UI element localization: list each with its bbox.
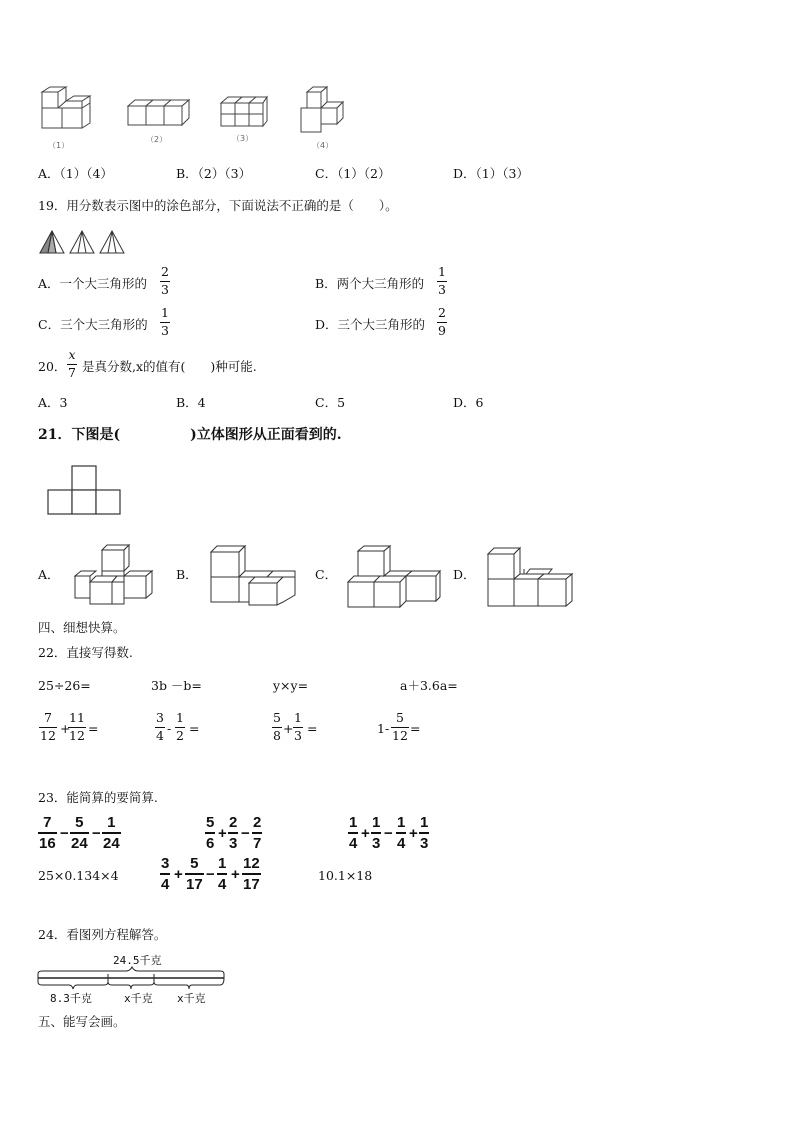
q24-stem: 24．看图列方程解答。: [38, 927, 167, 942]
q23-e3-op-3: +: [409, 825, 418, 842]
q23-e3-frac-3: $\frac{1}{4}$: [397, 814, 406, 852]
q23-e2-frac-2: $\frac{2}{3}$: [229, 814, 238, 852]
q22-row2-expr1-eq: =: [88, 721, 99, 736]
q23-e2-frac-1: $\frac{5}{6}$: [206, 814, 215, 852]
q23-e3-frac-2: $\frac{1}{3}$: [372, 814, 381, 852]
q24-part-2-label: x千克: [124, 992, 153, 1005]
q24-total-label: 24.5千克: [113, 954, 162, 967]
q22-row2-expr2-op: -: [167, 721, 172, 736]
q19-option-d[interactable]: D．三个大三角形的: [315, 317, 426, 332]
q22-row2-expr4-eq: =: [410, 721, 421, 736]
q22-row2-expr3-frac-b: $\frac{1}{3}$: [294, 710, 302, 743]
q20-prefix: 20．: [38, 359, 67, 374]
q23-e5-frac-3: $\frac{1}{4}$: [218, 855, 227, 893]
q21-option-c[interactable]: C．: [315, 567, 338, 582]
q18-option-a[interactable]: A．（1）（4）: [38, 166, 113, 181]
q23-e5-frac-1: $\frac{3}{4}$: [161, 855, 170, 893]
q22-stem: 22．直接写得数.: [38, 645, 133, 660]
q23-e3-frac-4: $\frac{1}{3}$: [420, 814, 429, 852]
q24-part-1-label: 8.3千克: [50, 992, 92, 1005]
q23-e1-frac-3: $\frac{1}{24}$: [103, 814, 120, 852]
q18-fig-label-3: （3）: [232, 134, 254, 143]
q19-option-c-fraction: $\frac{1}{3}$: [161, 305, 169, 338]
q23-e3-frac-1: $\frac{1}{4}$: [349, 814, 358, 852]
q22-item-4: a＋3.6a=: [400, 678, 458, 693]
q18-figure-2: [126, 98, 192, 130]
q18-figure-3: [219, 95, 269, 129]
q19-option-d-fraction: $\frac{2}{9}$: [438, 305, 446, 338]
q23-e5-op-2: −: [206, 866, 215, 883]
q23-e5-frac-2: $\frac{5}{17}$: [186, 855, 203, 893]
q23-e5-frac-4: $\frac{12}{17}$: [243, 855, 260, 893]
q19-option-c[interactable]: C．三个大三角形的: [38, 317, 148, 332]
q18-option-c[interactable]: C．（1）（2）: [315, 166, 391, 181]
q20-stem: 是真分数,x的值有( )种可能.: [82, 359, 257, 374]
q19-option-a[interactable]: A．一个大三角形的: [38, 276, 148, 291]
q24-part-3-label: x千克: [177, 992, 206, 1005]
q23-e2-op-2: −: [241, 825, 250, 842]
q24-segment-diagram: [36, 966, 228, 990]
q18-option-d[interactable]: D．（1）（3）: [453, 166, 529, 181]
q18-figure-1: [38, 86, 98, 136]
q22-row2-expr3-frac-a: $\frac{5}{8}$: [273, 710, 281, 743]
q21-option-b[interactable]: B．: [176, 567, 198, 582]
q21-front-view-figure: [47, 465, 123, 515]
q21-option-a-figure: [74, 544, 162, 606]
q23-e1-op-2: −: [92, 825, 101, 842]
q21-stem: 21．下图是( )立体图形从正面看到的.: [38, 427, 342, 443]
q23-e6: 10.1×18: [318, 868, 373, 883]
q22-item-1: 25÷26=: [38, 678, 91, 693]
q19-triangles-figure: [38, 230, 130, 254]
q22-row2-expr1-frac-a: $\frac{7}{12}$: [40, 710, 56, 743]
q23-e2-frac-3: $\frac{2}{7}$: [253, 814, 262, 852]
q23-e5-op-3: +: [231, 866, 240, 883]
q20-option-c[interactable]: C．5: [315, 395, 346, 410]
q23-e3-op-1: +: [361, 825, 370, 842]
q21-option-d[interactable]: D．: [453, 567, 476, 582]
q21-option-b-figure: [209, 545, 299, 607]
q19-option-a-fraction: $\frac{2}{3}$: [161, 264, 169, 297]
q22-item-2: 3b －b=: [151, 678, 202, 693]
q23-stem: 23．能简算的要简算.: [38, 790, 158, 805]
section-5-title: 五、能写会画。: [38, 1014, 126, 1029]
section-4-title: 四、细想快算。: [38, 620, 126, 635]
q22-item-3: y×y=: [273, 678, 309, 693]
q18-option-b[interactable]: B．（2）（3）: [176, 166, 252, 181]
q22-row2-expr4-lead: 1-: [377, 721, 390, 736]
q22-row2-expr3-eq: =: [307, 721, 318, 736]
q18-fig-label-1: （1）: [48, 141, 70, 150]
q19-option-b[interactable]: B．两个大三角形的: [315, 276, 425, 291]
q22-row2-expr1-frac-b: $\frac{11}{12}$: [69, 710, 85, 743]
q19-stem: 19．用分数表示图中的涂色部分，下面说法不正确的是（ ）。: [38, 198, 398, 213]
q23-e2-op-1: +: [218, 825, 227, 842]
q18-fig-label-2: （2）: [146, 135, 168, 144]
q22-row2-expr2-frac-b: $\frac{1}{2}$: [176, 710, 184, 743]
q18-fig-label-4: （4）: [312, 141, 334, 150]
q22-row2-expr1-op: +: [60, 721, 71, 736]
q23-e1-frac-2: $\frac{5}{24}$: [71, 814, 88, 852]
q23-e1-op-1: −: [60, 825, 69, 842]
q23-e3-op-2: −: [384, 825, 393, 842]
q21-option-c-figure: [346, 545, 446, 609]
q22-row2-expr3-op: +: [283, 721, 294, 736]
q19-option-b-fraction: $\frac{1}{3}$: [438, 264, 446, 297]
q23-e4: 25×0.134×4: [38, 868, 119, 883]
q20-option-b[interactable]: B．4: [176, 395, 206, 410]
q22-row2-expr4-frac-b: $\frac{5}{12}$: [392, 710, 408, 743]
q20-option-a[interactable]: A．3: [38, 395, 68, 410]
q23-e5-op-1: +: [174, 866, 183, 883]
q21-option-a[interactable]: A．: [38, 567, 60, 582]
q22-row2-expr2-eq: =: [189, 721, 200, 736]
q20-fraction: $\frac{x}{7}$: [68, 347, 76, 380]
q22-row2-expr2-frac-a: $\frac{3}{4}$: [156, 710, 164, 743]
q20-option-d[interactable]: D．6: [453, 395, 484, 410]
q23-e1-frac-1: $\frac{7}{16}$: [39, 814, 56, 852]
q18-figure-4: [299, 86, 351, 136]
q21-option-d-figure: [486, 547, 576, 609]
